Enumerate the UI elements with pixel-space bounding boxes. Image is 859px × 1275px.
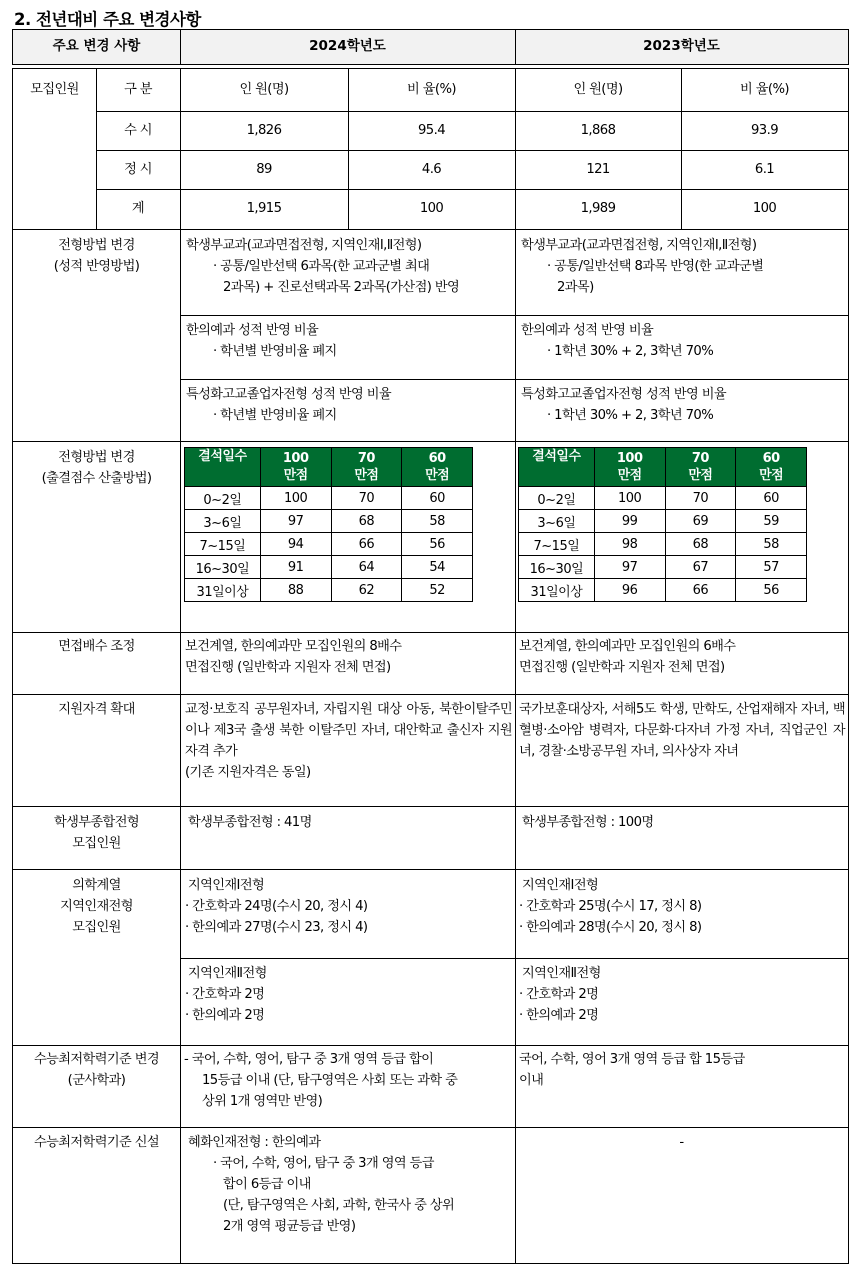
recruit-ratio-2023: 93.9 xyxy=(751,123,778,138)
comprehensive-2024: 학생부종합전형 : 41명 xyxy=(188,815,312,830)
row-line xyxy=(13,229,848,230)
table-row xyxy=(519,579,807,602)
comprehensive-2023: 학생부종합전형 : 100명 xyxy=(522,815,654,830)
recruit-label: 모집인원 xyxy=(30,82,79,97)
recruit-category-head: 구 분 xyxy=(124,82,152,97)
recruit-count-head-2023: 인 원(명) xyxy=(573,82,623,97)
attendance-cell: 67 xyxy=(665,556,736,579)
attendance-head-cell: 60 만점 xyxy=(402,448,473,487)
grade-s3-2024-line: · 학년별 반영비율 폐지 xyxy=(213,408,337,423)
attendance-cell: 7~15일 xyxy=(185,533,261,556)
recruit-row-name: 수 시 xyxy=(124,123,152,138)
changes-table xyxy=(12,68,849,1264)
header-2024: 2024학년도 xyxy=(309,38,386,54)
csat-change-2023-line: 국어, 수학, 영어 3개 영역 등급 합 15등급 xyxy=(519,1052,745,1067)
table-row xyxy=(519,533,807,556)
table-row xyxy=(185,487,473,510)
header-2023: 2023학년도 xyxy=(643,38,720,54)
interview-2023-line: 보건계열, 한의예과만 모집인원의 6배수 xyxy=(519,639,736,654)
table-row xyxy=(185,579,473,602)
attendance-cell: 97 xyxy=(594,556,665,579)
attendance-cell: 57 xyxy=(736,556,807,579)
recruit-count-2023: 1,989 xyxy=(580,201,616,216)
eligibility-2024-text: 교정·보호직 공무원자녀, 자립지원 대상 아동, 북한이탈주민이나 제3국 출생 북한 이탈주민 자녀, 대안학교 출신자 지원 자격 추가 xyxy=(185,702,512,759)
medical-r1-2023-line: · 한의예과 28명(수시 20, 정시 8) xyxy=(519,920,702,935)
csat-new-2024-line: · 국어, 수학, 영어, 탐구 중 3개 영역 등급 xyxy=(213,1156,434,1171)
row-line xyxy=(13,869,848,870)
medical-r1-2024-line: · 간호학과 24명(수시 20, 정시 4) xyxy=(185,899,368,914)
row-line xyxy=(180,379,848,380)
recruit-ratio-2024: 4.6 xyxy=(421,162,442,177)
row-line xyxy=(13,694,848,695)
grade-s1-2024-line: · 공통/일반선택 6과목(한 교과군별 최대 xyxy=(213,259,430,274)
medical-r2-2023-line: · 간호학과 2명 xyxy=(519,987,599,1002)
csat-new-2024-title: 혜화인재전형 : 한의예과 xyxy=(188,1135,321,1150)
medical-r1-2023-title: 지역인재Ⅰ전형 xyxy=(522,878,599,893)
csat-new-2024-line: (단, 탐구영역은 사회, 과학, 한국사 중 상위 xyxy=(223,1198,455,1213)
attendance-cell: 58 xyxy=(402,510,473,533)
medical-r2-2023-line: · 한의예과 2명 xyxy=(519,1008,599,1023)
medical-r2-2024-title: 지역인재Ⅱ전형 xyxy=(188,966,267,981)
recruit-ratio-head-2023: 비 율(%) xyxy=(740,82,789,97)
table-row xyxy=(519,510,807,533)
attendance-head-cell: 결석일수 xyxy=(519,448,595,487)
grade-s1-2023-title: 학생부교과(교과면접전형, 지역인재Ⅰ,Ⅱ전형) xyxy=(521,238,757,253)
attendance-cell: 97 xyxy=(260,510,331,533)
row-line xyxy=(180,958,848,959)
attendance-head-cell: 100 만점 xyxy=(260,448,331,487)
row-line xyxy=(96,111,848,112)
table-row xyxy=(185,556,473,579)
attendance-cell: 0~2일 xyxy=(519,487,595,510)
comprehensive-label-sub: 모집인원 xyxy=(72,836,121,851)
attendance-cell: 7~15일 xyxy=(519,533,595,556)
attendance-cell: 98 xyxy=(594,533,665,556)
interview-2024-line: 면접진행 (일반학과 지원자 전체 면접) xyxy=(185,660,391,675)
medical-r1-2023-line: · 간호학과 25명(수시 17, 정시 8) xyxy=(519,899,702,914)
recruit-count-2024: 1,915 xyxy=(246,201,282,216)
attendance-table-2023 xyxy=(518,447,807,602)
attendance-cell: 100 xyxy=(260,487,331,510)
recruit-ratio-head-2024: 비 율(%) xyxy=(407,82,456,97)
attendance-label-sub: (출결점수 산출방법) xyxy=(41,471,152,486)
recruit-count-2024: 89 xyxy=(256,162,272,177)
recruit-ratio-2024: 100 xyxy=(419,201,444,216)
medical-label-sub: 모집인원 xyxy=(72,920,121,935)
csat-new-label: 수능최저학력기준 신설 xyxy=(34,1135,159,1150)
attendance-cell: 66 xyxy=(331,533,402,556)
csat-new-2024-line: 2개 영역 평균등급 반영) xyxy=(223,1219,356,1234)
medical-r1-2024-title: 지역인재Ⅰ전형 xyxy=(188,878,265,893)
recruit-count-2024: 1,826 xyxy=(246,123,282,138)
row-line xyxy=(13,1045,848,1046)
eligibility-2023-text: 국가보훈대상자, 서해5도 학생, 만학도, 산업재해자 자녀, 백혈병·소아암 병력자, 다문화·다자녀 가정 자녀, 직업군인 자녀, 경찰·소방공무원 자녀, 의사상자 자녀 xyxy=(519,702,845,759)
attendance-cell: 64 xyxy=(331,556,402,579)
csat-change-2024-line: 상위 1개 영역만 반영) xyxy=(202,1094,323,1109)
grade-s1-2023-line: · 공통/일반선택 8과목 반영(한 교과군별 xyxy=(547,259,764,274)
row-line xyxy=(13,1127,848,1128)
attendance-cell: 3~6일 xyxy=(519,510,595,533)
grade-s2-2024-title: 한의예과 성적 반영 비율 xyxy=(186,323,319,338)
recruit-row-name: 정 시 xyxy=(124,162,152,177)
table-row xyxy=(519,487,807,510)
header-changes: 주요 변경 사항 xyxy=(52,38,141,54)
recruit-ratio-2024: 95.4 xyxy=(418,123,445,138)
medical-r2-2024-line: · 간호학과 2명 xyxy=(185,987,265,1002)
attendance-cell: 56 xyxy=(736,579,807,602)
interview-2023-line: 면접진행 (일반학과 지원자 전체 면접) xyxy=(519,660,725,675)
csat-change-label-sub: (군사학과) xyxy=(67,1073,126,1088)
table-header xyxy=(12,29,849,65)
grade-label: 전형방법 변경 xyxy=(58,238,135,253)
attendance-cell: 94 xyxy=(260,533,331,556)
medical-label-sub: 지역인재전형 xyxy=(60,899,133,914)
attendance-head-cell: 70 만점 xyxy=(665,448,736,487)
comprehensive-label: 학생부종합전형 xyxy=(54,815,139,830)
attendance-cell: 16~30일 xyxy=(185,556,261,579)
table-row xyxy=(185,510,473,533)
recruit-count-2023: 1,868 xyxy=(580,123,616,138)
attendance-head-cell: 60 만점 xyxy=(736,448,807,487)
grade-s1-2024-line: 2과목) + 진로선택과목 2과목(가산점) 반영 xyxy=(223,280,460,295)
grade-s3-2024-title: 특성화고교졸업자전형 성적 반영 비율 xyxy=(186,387,392,402)
divider-col1 xyxy=(180,69,181,1263)
attendance-cell: 100 xyxy=(594,487,665,510)
attendance-cell: 16~30일 xyxy=(519,556,595,579)
attendance-cell: 52 xyxy=(402,579,473,602)
attendance-cell: 3~6일 xyxy=(185,510,261,533)
csat-change-2024-line: 15등급 이내 (단, 탐구영역은 사회 또는 과학 중 xyxy=(202,1073,458,1088)
attendance-cell: 60 xyxy=(736,487,807,510)
row-line xyxy=(13,806,848,807)
attendance-cell: 0~2일 xyxy=(185,487,261,510)
attendance-cell: 91 xyxy=(260,556,331,579)
attendance-head-cell: 결석일수 xyxy=(185,448,261,487)
csat-change-2023-line: 이내 xyxy=(519,1073,544,1088)
grade-s3-2023-line: · 1학년 30% + 2, 3학년 70% xyxy=(547,408,714,423)
attendance-head-cell: 70 만점 xyxy=(331,448,402,487)
attendance-cell: 96 xyxy=(594,579,665,602)
attendance-cell: 68 xyxy=(665,533,736,556)
eligibility-2024-note: (기존 지원자격은 동일) xyxy=(185,765,311,780)
grade-s2-2023-title: 한의예과 성적 반영 비율 xyxy=(521,323,654,338)
csat-change-label: 수능최저학력기준 변경 xyxy=(34,1052,159,1067)
attendance-head-cell: 100 만점 xyxy=(594,448,665,487)
medical-r2-2023-title: 지역인재Ⅱ전형 xyxy=(522,966,601,981)
attendance-cell: 62 xyxy=(331,579,402,602)
eligibility-label: 지원자격 확대 xyxy=(58,702,135,717)
attendance-cell: 60 xyxy=(402,487,473,510)
medical-r1-2024-line: · 한의예과 27명(수시 23, 정시 4) xyxy=(185,920,368,935)
attendance-cell: 70 xyxy=(665,487,736,510)
attendance-cell: 88 xyxy=(260,579,331,602)
attendance-cell: 58 xyxy=(736,533,807,556)
grade-s1-2023-line: 2과목) xyxy=(557,280,594,295)
table-row xyxy=(519,556,807,579)
attendance-table-2024 xyxy=(184,447,473,602)
attendance-cell: 54 xyxy=(402,556,473,579)
grade-label-sub: (성적 반영방법) xyxy=(53,259,140,274)
divider-col2 xyxy=(515,69,516,1263)
interview-label: 면접배수 조정 xyxy=(58,639,135,654)
row-line xyxy=(96,189,848,190)
grade-s2-2024-line: · 학년별 반영비율 폐지 xyxy=(213,344,337,359)
attendance-cell: 99 xyxy=(594,510,665,533)
csat-change-2024-line: - 국어, 수학, 영어, 탐구 중 3개 영역 등급 합이 xyxy=(184,1052,434,1067)
attendance-cell: 31일이상 xyxy=(519,579,595,602)
csat-new-2024-line: 합이 6등급 이내 xyxy=(223,1177,311,1192)
row-line xyxy=(13,632,848,633)
attendance-cell: 70 xyxy=(331,487,402,510)
recruit-ratio-2023: 100 xyxy=(752,201,777,216)
table-row xyxy=(185,533,473,556)
recruit-count-head-2024: 인 원(명) xyxy=(239,82,289,97)
attendance-cell: 31일이상 xyxy=(185,579,261,602)
attendance-cell: 59 xyxy=(736,510,807,533)
medical-r2-2024-line: · 한의예과 2명 xyxy=(185,1008,265,1023)
attendance-cell: 66 xyxy=(665,579,736,602)
attendance-cell: 69 xyxy=(665,510,736,533)
page-title: 2. 전년대비 주요 변경사항 xyxy=(14,10,201,29)
medical-label: 의학계열 xyxy=(72,878,121,893)
interview-2024-line: 보건계열, 한의예과만 모집인원의 8배수 xyxy=(185,639,402,654)
recruit-count-2023: 121 xyxy=(586,162,610,177)
attendance-cell: 68 xyxy=(331,510,402,533)
row-line xyxy=(96,150,848,151)
row-line xyxy=(13,441,848,442)
recruit-ratio-2023: 6.1 xyxy=(754,162,775,177)
grade-s1-2024-title: 학생부교과(교과면접전형, 지역인재Ⅰ,Ⅱ전형) xyxy=(186,238,422,253)
grade-s3-2023-title: 특성화고교졸업자전형 성적 반영 비율 xyxy=(521,387,727,402)
recruit-row-name: 계 xyxy=(131,201,145,216)
attendance-label: 전형방법 변경 xyxy=(58,450,135,465)
csat-new-2023: - xyxy=(679,1135,684,1150)
row-line xyxy=(180,315,848,316)
grade-s2-2023-line: · 1학년 30% + 2, 3학년 70% xyxy=(547,344,714,359)
attendance-cell: 56 xyxy=(402,533,473,556)
